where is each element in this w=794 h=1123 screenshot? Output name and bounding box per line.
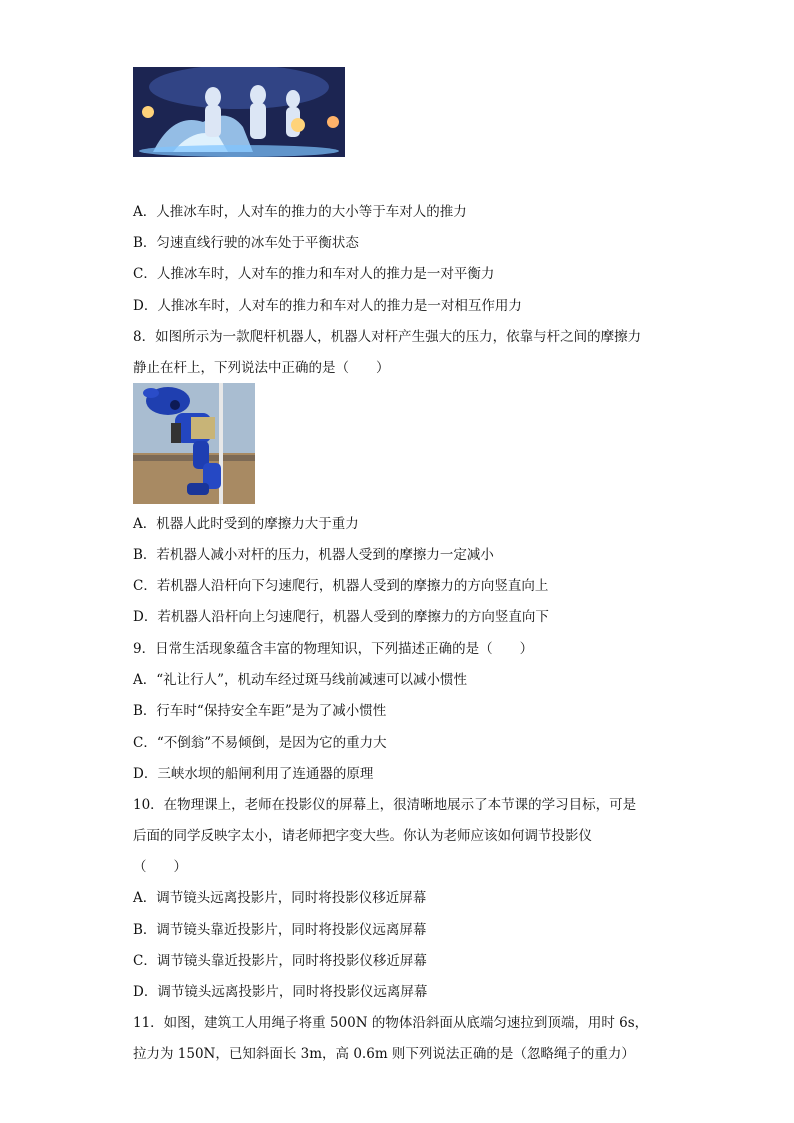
q9-option-a: A．“礼让行人”，机动车经过斑马线前减速可以减小惯性: [133, 672, 468, 688]
q9-stem: 9．日常生活现象蕴含丰富的物理知识，下列描述正确的是（ ）: [133, 641, 534, 657]
ice-car-performance-photo: [133, 67, 345, 157]
q11-stem-line1: 11．如图，建筑工人用绳子将重 500N 的物体沿斜面从底端匀速拉到顶端，用时 6s，: [133, 1015, 649, 1031]
q10-option-b: B．调节镜头靠近投影片，同时将投影仪远离屏幕: [133, 922, 427, 938]
q9-option-c: C．“不倒翁”不易倾倒，是因为它的重力大: [133, 735, 387, 751]
q11-stem-line2: 拉力为 150N，已知斜面长 3m，高 0.6m 则下列说法正确的是（忽略绳子的重力）: [133, 1046, 635, 1062]
q7-option-b: B．匀速直线行驶的冰车处于平衡状态: [133, 235, 359, 251]
q10-option-d: D．调节镜头远离投影片，同时将投影仪远离屏幕: [133, 984, 428, 1000]
q8-option-c: C．若机器人沿杆向下匀速爬行，机器人受到的摩擦力的方向竖直向上: [133, 578, 549, 594]
q8-option-a: A．机器人此时受到的摩擦力大于重力: [133, 516, 359, 532]
q8-stem-line2: 静止在杆上，下列说法中正确的是（ ）: [133, 360, 390, 376]
q10-stem-line2: 后面的同学反映字太小，请老师把字变大些。你认为老师应该如何调节投影仪: [133, 828, 592, 844]
q8-stem-line1: 8．如图所示为一款爬杆机器人，机器人对杆产生强大的压力，依靠与杆之间的摩擦力: [133, 329, 642, 345]
q10-stem-line3: （ ）: [133, 859, 187, 875]
q8-option-d: D．若机器人沿杆向上匀速爬行，机器人受到的摩擦力的方向竖直向下: [133, 609, 549, 625]
q9-option-b: B．行车时“保持安全车距”是为了减小惯性: [133, 703, 387, 719]
q10-option-a: A．调节镜头远离投影片，同时将投影仪移近屏幕: [133, 890, 427, 906]
q10-stem-line1: 10．在物理课上，老师在投影仪的屏幕上，很清晰地展示了本节课的学习目标，可是: [133, 797, 637, 813]
q8-option-b: B．若机器人减小对杆的压力，机器人受到的摩擦力一定减小: [133, 547, 494, 563]
q7-option-a: A．人推冰车时，人对车的推力的大小等于车对人的推力: [133, 204, 467, 220]
robot-illustration: [133, 383, 255, 504]
q7-option-d: D．人推冰车时，人对车的推力和车对人的推力是一对相互作用力: [133, 298, 522, 314]
q10-option-c: C．调节镜头靠近投影片，同时将投影仪移近屏幕: [133, 953, 427, 969]
q9-option-d: D．三峡水坝的船闸利用了连通器的原理: [133, 766, 374, 782]
q7-option-c: C．人推冰车时，人对车的推力和车对人的推力是一对平衡力: [133, 266, 495, 282]
climbing-robot-photo: [133, 383, 255, 504]
ice-car-illustration: [133, 67, 345, 157]
